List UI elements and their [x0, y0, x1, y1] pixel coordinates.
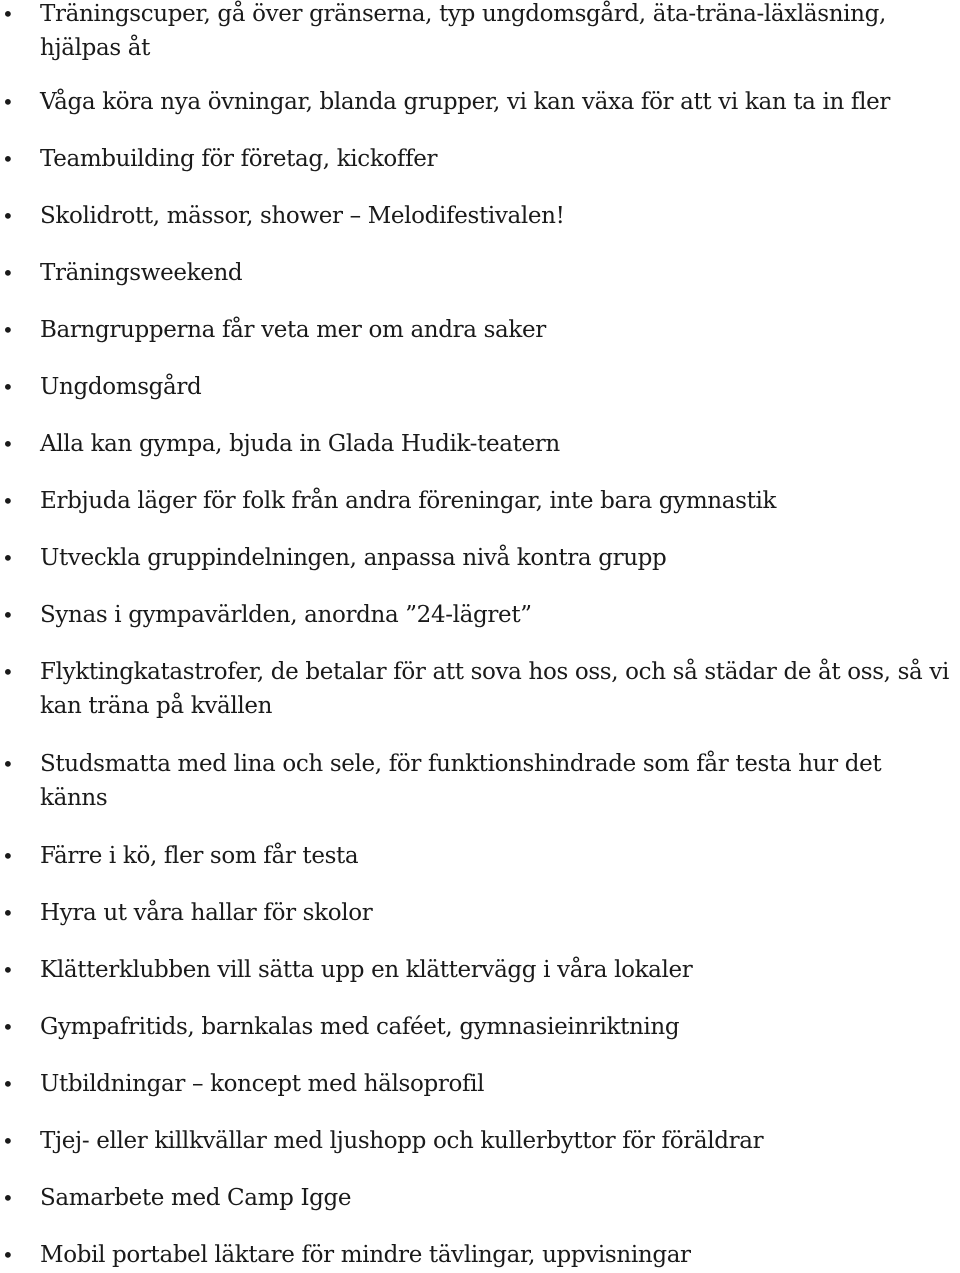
list-item-text: hjälpas åt [40, 35, 151, 61]
bullet-icon: • [2, 546, 14, 570]
bullet-icon: • [2, 901, 14, 925]
list-item-text: Utbildningar – koncept med hälsoprofil [40, 1071, 485, 1097]
list-item [0, 199, 960, 233]
bullet-icon: • [2, 90, 14, 114]
list-item-text: känns [40, 785, 108, 811]
list-item [0, 747, 960, 815]
list-item-text: Hyra ut våra hallar för skolor [40, 900, 373, 926]
bullet-icon: • [2, 375, 14, 399]
list-item-text: Samarbete med Camp Igge [40, 1185, 352, 1211]
bullet-icon: • [2, 318, 14, 342]
list-item-text: Utveckla gruppindelningen, anpassa nivå kontra grupp [40, 545, 667, 571]
list-item-text: Klätterklubben vill sätta upp en klättervägg i våra lokaler [40, 957, 693, 983]
bullet-icon: • [2, 660, 14, 684]
bullet-icon: • [2, 1015, 14, 1039]
bullet-icon: • [2, 1243, 14, 1267]
list-item-text: Träningsweekend [40, 260, 243, 286]
list-item-text: Våga köra nya övningar, blanda grupper, vi kan växa för att vi kan ta in fler [40, 89, 890, 115]
list-item-text: Färre i kö, fler som får testa [40, 843, 359, 869]
list-item [0, 1010, 960, 1044]
list-item [0, 1067, 960, 1101]
bullet-icon: • [2, 261, 14, 285]
list-item-text: Synas i gympavärlden, anordna ”24-lägret” [40, 602, 532, 628]
list-item [0, 0, 960, 65]
list-item [0, 598, 960, 632]
list-item-text: kan träna på kvällen [40, 693, 273, 719]
list-item [0, 256, 960, 290]
bullet-icon: • [2, 1129, 14, 1153]
list-item [0, 313, 960, 347]
list-item-text: Mobil portabel läktare för mindre tävlingar, uppvisningar [40, 1242, 691, 1268]
bullet-icon: • [2, 432, 14, 456]
list-item-text: Träningscuper, gå över gränserna, typ ungdomsgård, äta-träna-läxläsning, [40, 1, 886, 27]
list-item-text: Gympafritids, barnkalas med caféet, gymnasieinriktning [40, 1014, 680, 1040]
list-item [0, 427, 960, 461]
bullet-icon: • [2, 1072, 14, 1096]
list-item-text: Ungdomsgård [40, 374, 202, 400]
bullet-icon: • [2, 958, 14, 982]
list-item-text: Skolidrott, mässor, shower – Melodifestivalen! [40, 203, 565, 229]
bullet-icon: • [2, 752, 14, 776]
list-item-text: Tjej- eller killkvällar med ljushopp och kullerbyttor för föräldrar [40, 1128, 764, 1154]
list-item-text: Barngrupperna får veta mer om andra saker [40, 317, 546, 343]
list-item [0, 370, 960, 404]
list-item-text: Erbjuda läger för folk från andra föreningar, inte bara gymnastik [40, 488, 777, 514]
list-item-text: Teambuilding för företag, kickoffer [40, 146, 438, 172]
list-item [0, 1124, 960, 1158]
list-item [0, 896, 960, 930]
bullet-icon: • [2, 204, 14, 228]
list-item [0, 655, 960, 723]
bullet-icon: • [2, 489, 14, 513]
list-item [0, 142, 960, 176]
list-item-text: Alla kan gympa, bjuda in Glada Hudik-teatern [40, 431, 560, 457]
list-item-text: Flyktingkatastrofer, de betalar för att sova hos oss, och så städar de åt oss, så vi [40, 659, 950, 685]
bullet-icon: • [2, 2, 14, 26]
list-item [0, 85, 960, 119]
list-item [0, 541, 960, 575]
bullet-icon: • [2, 147, 14, 171]
bullet-icon: • [2, 844, 14, 868]
bullet-icon: • [2, 603, 14, 627]
list-item [0, 1238, 960, 1272]
list-item [0, 839, 960, 873]
list-item [0, 1181, 960, 1215]
list-item-text: Studsmatta med lina och sele, för funktionshindrade som får testa hur det [40, 751, 882, 777]
list-item [0, 484, 960, 518]
bullet-icon: • [2, 1186, 14, 1210]
list-item [0, 953, 960, 987]
